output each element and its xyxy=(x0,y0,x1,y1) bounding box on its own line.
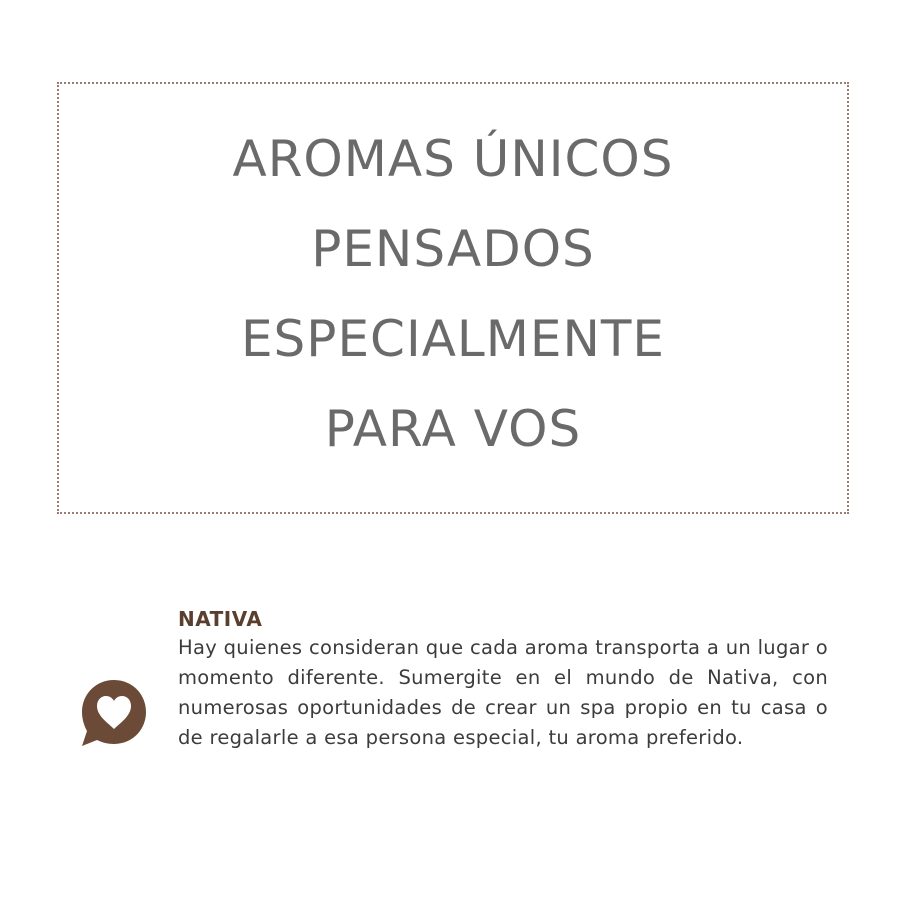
headline-frame xyxy=(57,82,849,514)
headline-line-2: PENSADOS xyxy=(311,220,595,278)
description-text: Hay quienes consideran que cada aroma transporta a un lugar o momento diferente. Sumergite en el mundo de Nativa, con numerosas oportunidades de crear un spa propio en tu casa o de regalarle a esa persona especial, tu aroma preferido. xyxy=(178,636,828,749)
headline-line-1: AROMAS ÚNICOS xyxy=(232,130,674,188)
headline xyxy=(232,114,673,474)
headline-line-4: PARA VOS xyxy=(324,400,582,458)
brand-name: NATIVA xyxy=(178,607,263,631)
description-block xyxy=(178,605,828,753)
heart-speech-bubble-icon xyxy=(78,676,150,748)
headline-line-3: ESPECIALMENTE xyxy=(240,310,666,368)
